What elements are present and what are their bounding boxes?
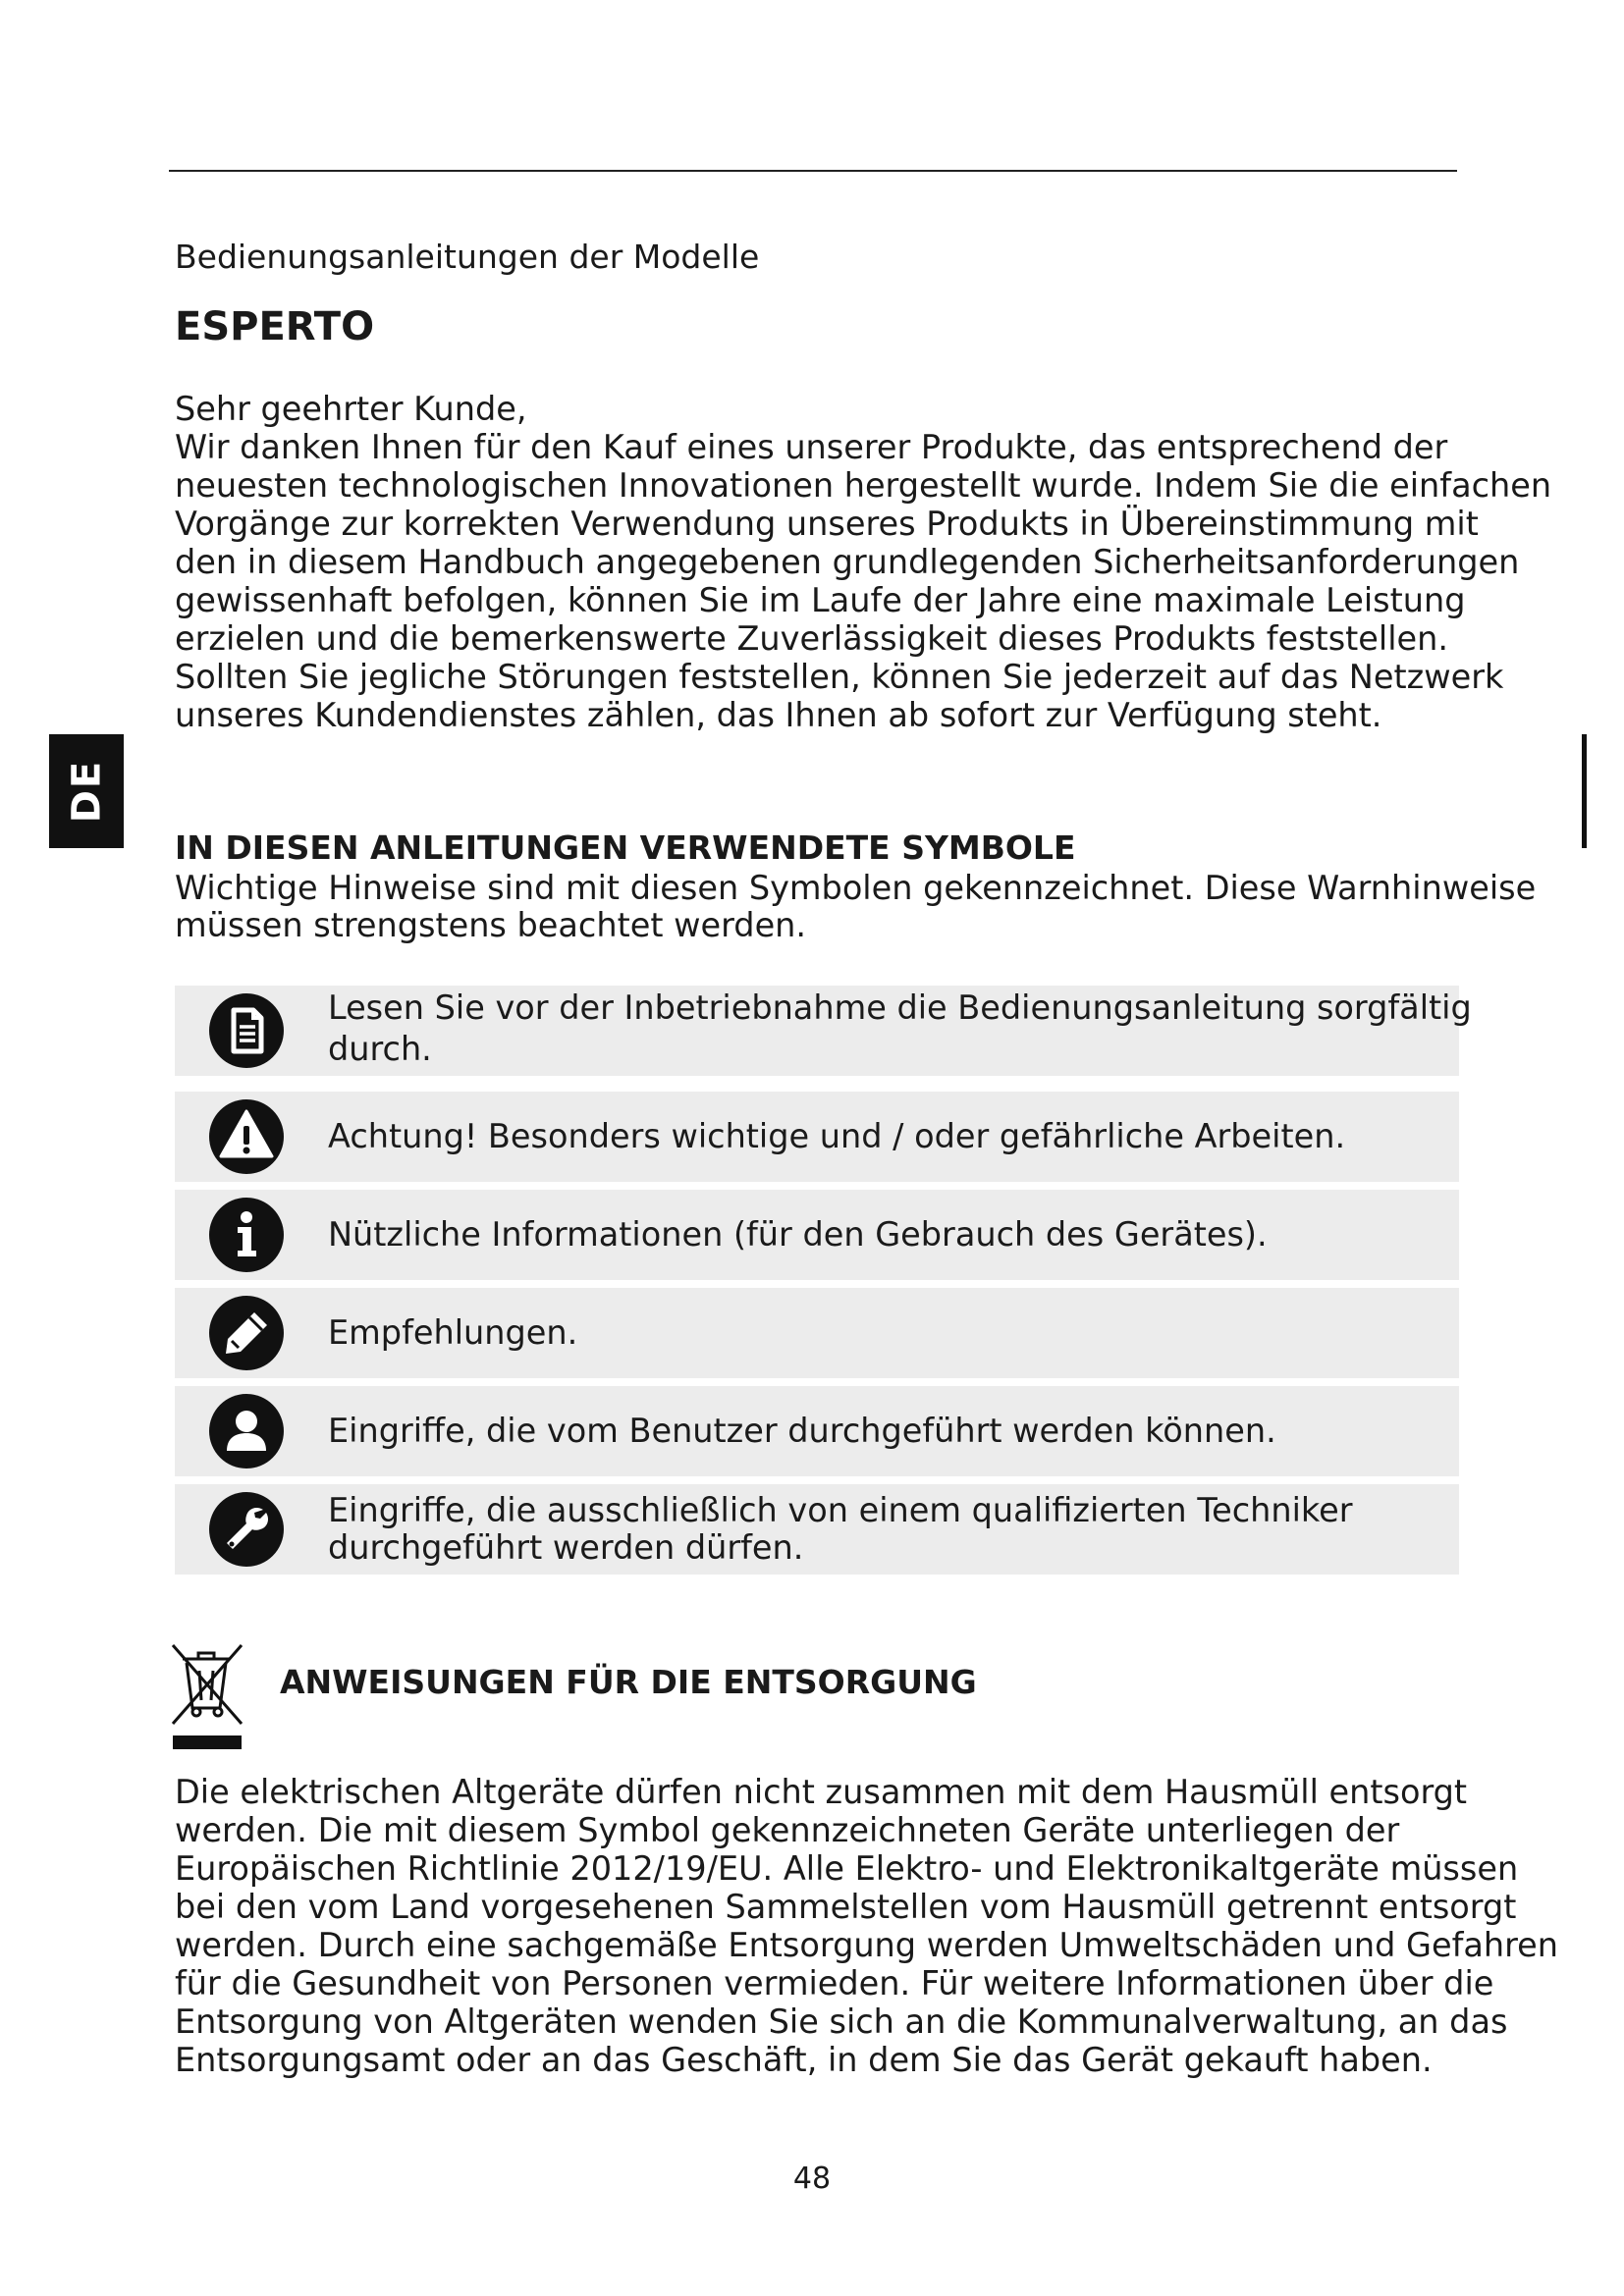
intro-line: gewissenhaft befolgen, können Sie im Laufe der Jahre eine maximale Leistung	[175, 581, 1466, 619]
intro-line: Vorgänge zur korrekten Verwendung unseres Produkts in Übereinstimmung mit	[175, 505, 1479, 543]
disposal-line: Entsorgungsamt oder an das Geschäft, in dem Sie das Gerät gekauft haben.	[175, 2041, 1433, 2079]
disposal-line: Europäischen Richtlinie 2012/19/EU. Alle Elektro- und Elektronikaltgeräte müssen	[175, 1849, 1519, 1888]
intro-line: neuesten technologischen Innovationen hergestellt wurde. Indem Sie die einfachen	[175, 466, 1552, 505]
intro-line: den in diesem Handbuch angegebenen grundlegenden Sicherheitsanforderungen	[175, 543, 1520, 581]
symbol-row-recommendation	[175, 1288, 1459, 1378]
symbol-text-line: durch.	[328, 1030, 432, 1068]
symbol-text-line: durchgeführt werden dürfen.	[328, 1528, 804, 1567]
intro-line: Sollten Sie jegliche Störungen feststellen, können Sie jederzeit auf das Netzwerk	[175, 658, 1504, 696]
language-tab	[49, 734, 124, 848]
intro-line: Wir danken Ihnen für den Kauf eines unserer Produkte, das entsprechend der	[175, 428, 1448, 466]
symbol-text-line: Achtung! Besonders wichtige und / oder gefährliche Arbeiten.	[328, 1117, 1346, 1155]
disposal-line: für die Gesundheit von Personen vermieden. Für weitere Informationen über die	[175, 1964, 1494, 2002]
symbol-text	[328, 1413, 1437, 1450]
wrench-icon	[209, 1492, 284, 1567]
symbol-text-line: Lesen Sie vor der Inbetriebnahme die Bedienungsanleitung sorgfältig	[328, 988, 1472, 1027]
symbol-row-user	[175, 1386, 1459, 1476]
model-title: ESPERTO	[175, 304, 375, 349]
margin-marker	[1582, 734, 1587, 848]
disposal-line: werden. Die mit diesem Symbol gekennzeichneten Geräte unterliegen der	[175, 1811, 1400, 1849]
language-tab-label: DE	[64, 759, 109, 824]
disposal-line: bei den vom Land vorgesehenen Sammelstellen vom Hausmüll getrennt entsorgt	[175, 1888, 1517, 1926]
symbol-text-line: Empfehlungen.	[328, 1313, 578, 1352]
symbol-row-warning	[175, 1092, 1459, 1182]
symbols-heading: IN DIESEN ANLEITUNGEN VERWENDETE SYMBOLE	[175, 828, 1076, 867]
symbols-intro-line: Wichtige Hinweise sind mit diesen Symbolen gekennzeichnet. Diese Warnhinweise	[175, 869, 1537, 907]
disposal-text	[175, 1773, 1559, 2079]
page-number: 48	[792, 2162, 832, 2196]
symbol-text-line: Nützliche Informationen (für den Gebrauch des Gerätes).	[328, 1215, 1268, 1254]
intro-line: erzielen und die bemerkenswerte Zuverlässigkeit dieses Produkts feststellen.	[175, 619, 1448, 658]
symbol-text-line: Eingriffe, die vom Benutzer durchgeführt werden können.	[328, 1412, 1276, 1450]
symbol-row-info	[175, 1190, 1459, 1280]
symbol-text	[328, 988, 1472, 1068]
disposal-line: Entsorgung von Altgeräten wenden Sie sich an die Kommunalverwaltung, an das	[175, 2002, 1508, 2041]
intro-text	[175, 390, 1552, 734]
manual-document-icon	[209, 993, 284, 1068]
weee-bin-icon	[169, 1641, 249, 1751]
symbol-row-manual	[175, 986, 1472, 1076]
symbols-intro	[175, 869, 1537, 944]
intro-line: unseres Kundendienstes zählen, das Ihnen ab sofort zur Verfügung steht.	[175, 696, 1382, 734]
user-icon	[209, 1394, 284, 1468]
intro-line: Sehr geehrter Kunde,	[175, 390, 527, 428]
pencil-icon	[209, 1296, 284, 1370]
symbol-text	[328, 1118, 1437, 1155]
disposal-line: werden. Durch eine sachgemäße Entsorgung werden Umweltschäden und Gefahren	[175, 1926, 1559, 1964]
symbol-text	[328, 1314, 1437, 1352]
disposal-line: Die elektrischen Altgeräte dürfen nicht zusammen mit dem Hausmüll entsorgt	[175, 1773, 1468, 1811]
symbols-intro-line: müssen strengstens beachtet werden.	[175, 906, 807, 944]
disposal-heading: ANWEISUNGEN FÜR DIE ENTSORGUNG	[280, 1663, 977, 1701]
symbol-text	[328, 1492, 1437, 1567]
symbol-row-technician	[175, 1484, 1459, 1575]
page-subtitle: Bedienungsanleitungen der Modelle	[175, 238, 760, 276]
warning-triangle-icon	[209, 1099, 284, 1174]
info-icon	[209, 1198, 284, 1272]
symbol-text	[328, 1216, 1437, 1254]
header-rule	[169, 170, 1457, 172]
symbol-text-line: Eingriffe, die ausschließlich von einem qualifizierten Techniker	[328, 1491, 1353, 1529]
